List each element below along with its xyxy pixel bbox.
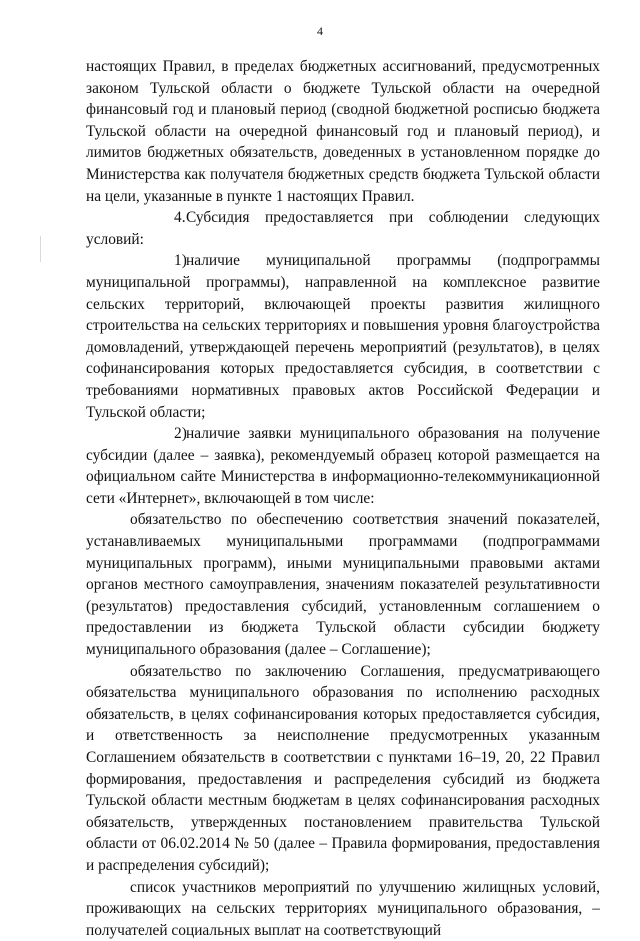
paragraph-text: настоящих Правил, в пределах бюджетных ассигнований, предусмотренных законом Тульской области о бюджете Тульской области на очередной финансовый год и плановый период (сводной бюджетной росписью бюджета Тульской области на очередной финансовый год и плановый период), и лимитов бюджетных обязательств, доведенных в установленном порядке до Министерства как получателя бюджетных средств бюджета Тульской области на цели, указанные в пункте 1 настоящих Правил.	[86, 58, 600, 205]
paragraph-text: наличие муниципальной программы (подпрограммы муниципальной программы), направленной на комплексное развитие сельских территорий, включающей проекты развития жилищного строительства на сельских территориях и повышения уровня благоустройства домовладений, утверждающей перечень мероприятий (результатов), в целях софинансирования которых предоставляется субсидия, в соответствии с требованиями нормативных правовых актов Российской Федерации и Тульской области;	[86, 252, 600, 421]
paragraph-number: 1)	[174, 252, 187, 270]
paragraph-obligation-agreement	[86, 661, 600, 877]
paragraph-text: обязательство по обеспечению соответствия значений показателей, устанавливаемых муниципальными программами (подпрограммами муниципальных программ), иными муниципальными правовыми актами органов местного самоуправления, значениям показателей результативности (результатов) предоставления субсидий, установленным соглашением о предоставлении из бюджета Тульской области субсидии бюджету муниципального образования (далее – Соглашение);	[86, 511, 600, 659]
paragraph-continuation	[86, 56, 600, 207]
paragraph-text: обязательство по заключению Соглашения, предусматривающего обязательства муниципального образования по исполнению расходных обязательств, в целях софинансирования которых предоставляется субсидия, и ответственность за неисполнение предусмотренных указанным Соглашением обязательств в соответствии с пунктами 16–19, 20, 22 Правил формирования, предоставления и распределения субсидий из бюджета Тульской области местным бюджетам в целях софинансирования расходных обязательств, утвержденных постановлением правительства Тульской области от 06.02.2014 № 50 (далее – Правила формирования, предоставления и распределения субсидий);	[86, 662, 600, 874]
paragraph-number: 4.	[174, 209, 186, 227]
page-number: 4	[317, 24, 323, 38]
paragraph-text: список участников мероприятий по улучшению жилищных условий, проживающих на сельских территориях муниципального образования, – получателей социальных выплат на соответствующий	[86, 878, 600, 939]
paragraph-number: 2)	[174, 425, 187, 443]
paragraph-subitem-2	[86, 423, 600, 509]
margin-mark	[40, 236, 41, 262]
paragraph-subitem-1	[86, 250, 600, 423]
paragraph-obligation-indicators	[86, 509, 600, 660]
document-body	[86, 56, 600, 941]
paragraph-text: наличие заявки муниципального образования на получение субсидии (далее – заявка), рекомендуемый образец которой размещается на официальном сайте Министерства в информационно-телекоммуникационной сети «Интернет», включающей в том числе:	[86, 425, 600, 507]
paragraph-participants-list	[86, 877, 600, 941]
paragraph-text: Субсидия предоставляется при соблюдении следующих условий:	[86, 209, 600, 248]
paragraph-item-4	[86, 207, 600, 250]
